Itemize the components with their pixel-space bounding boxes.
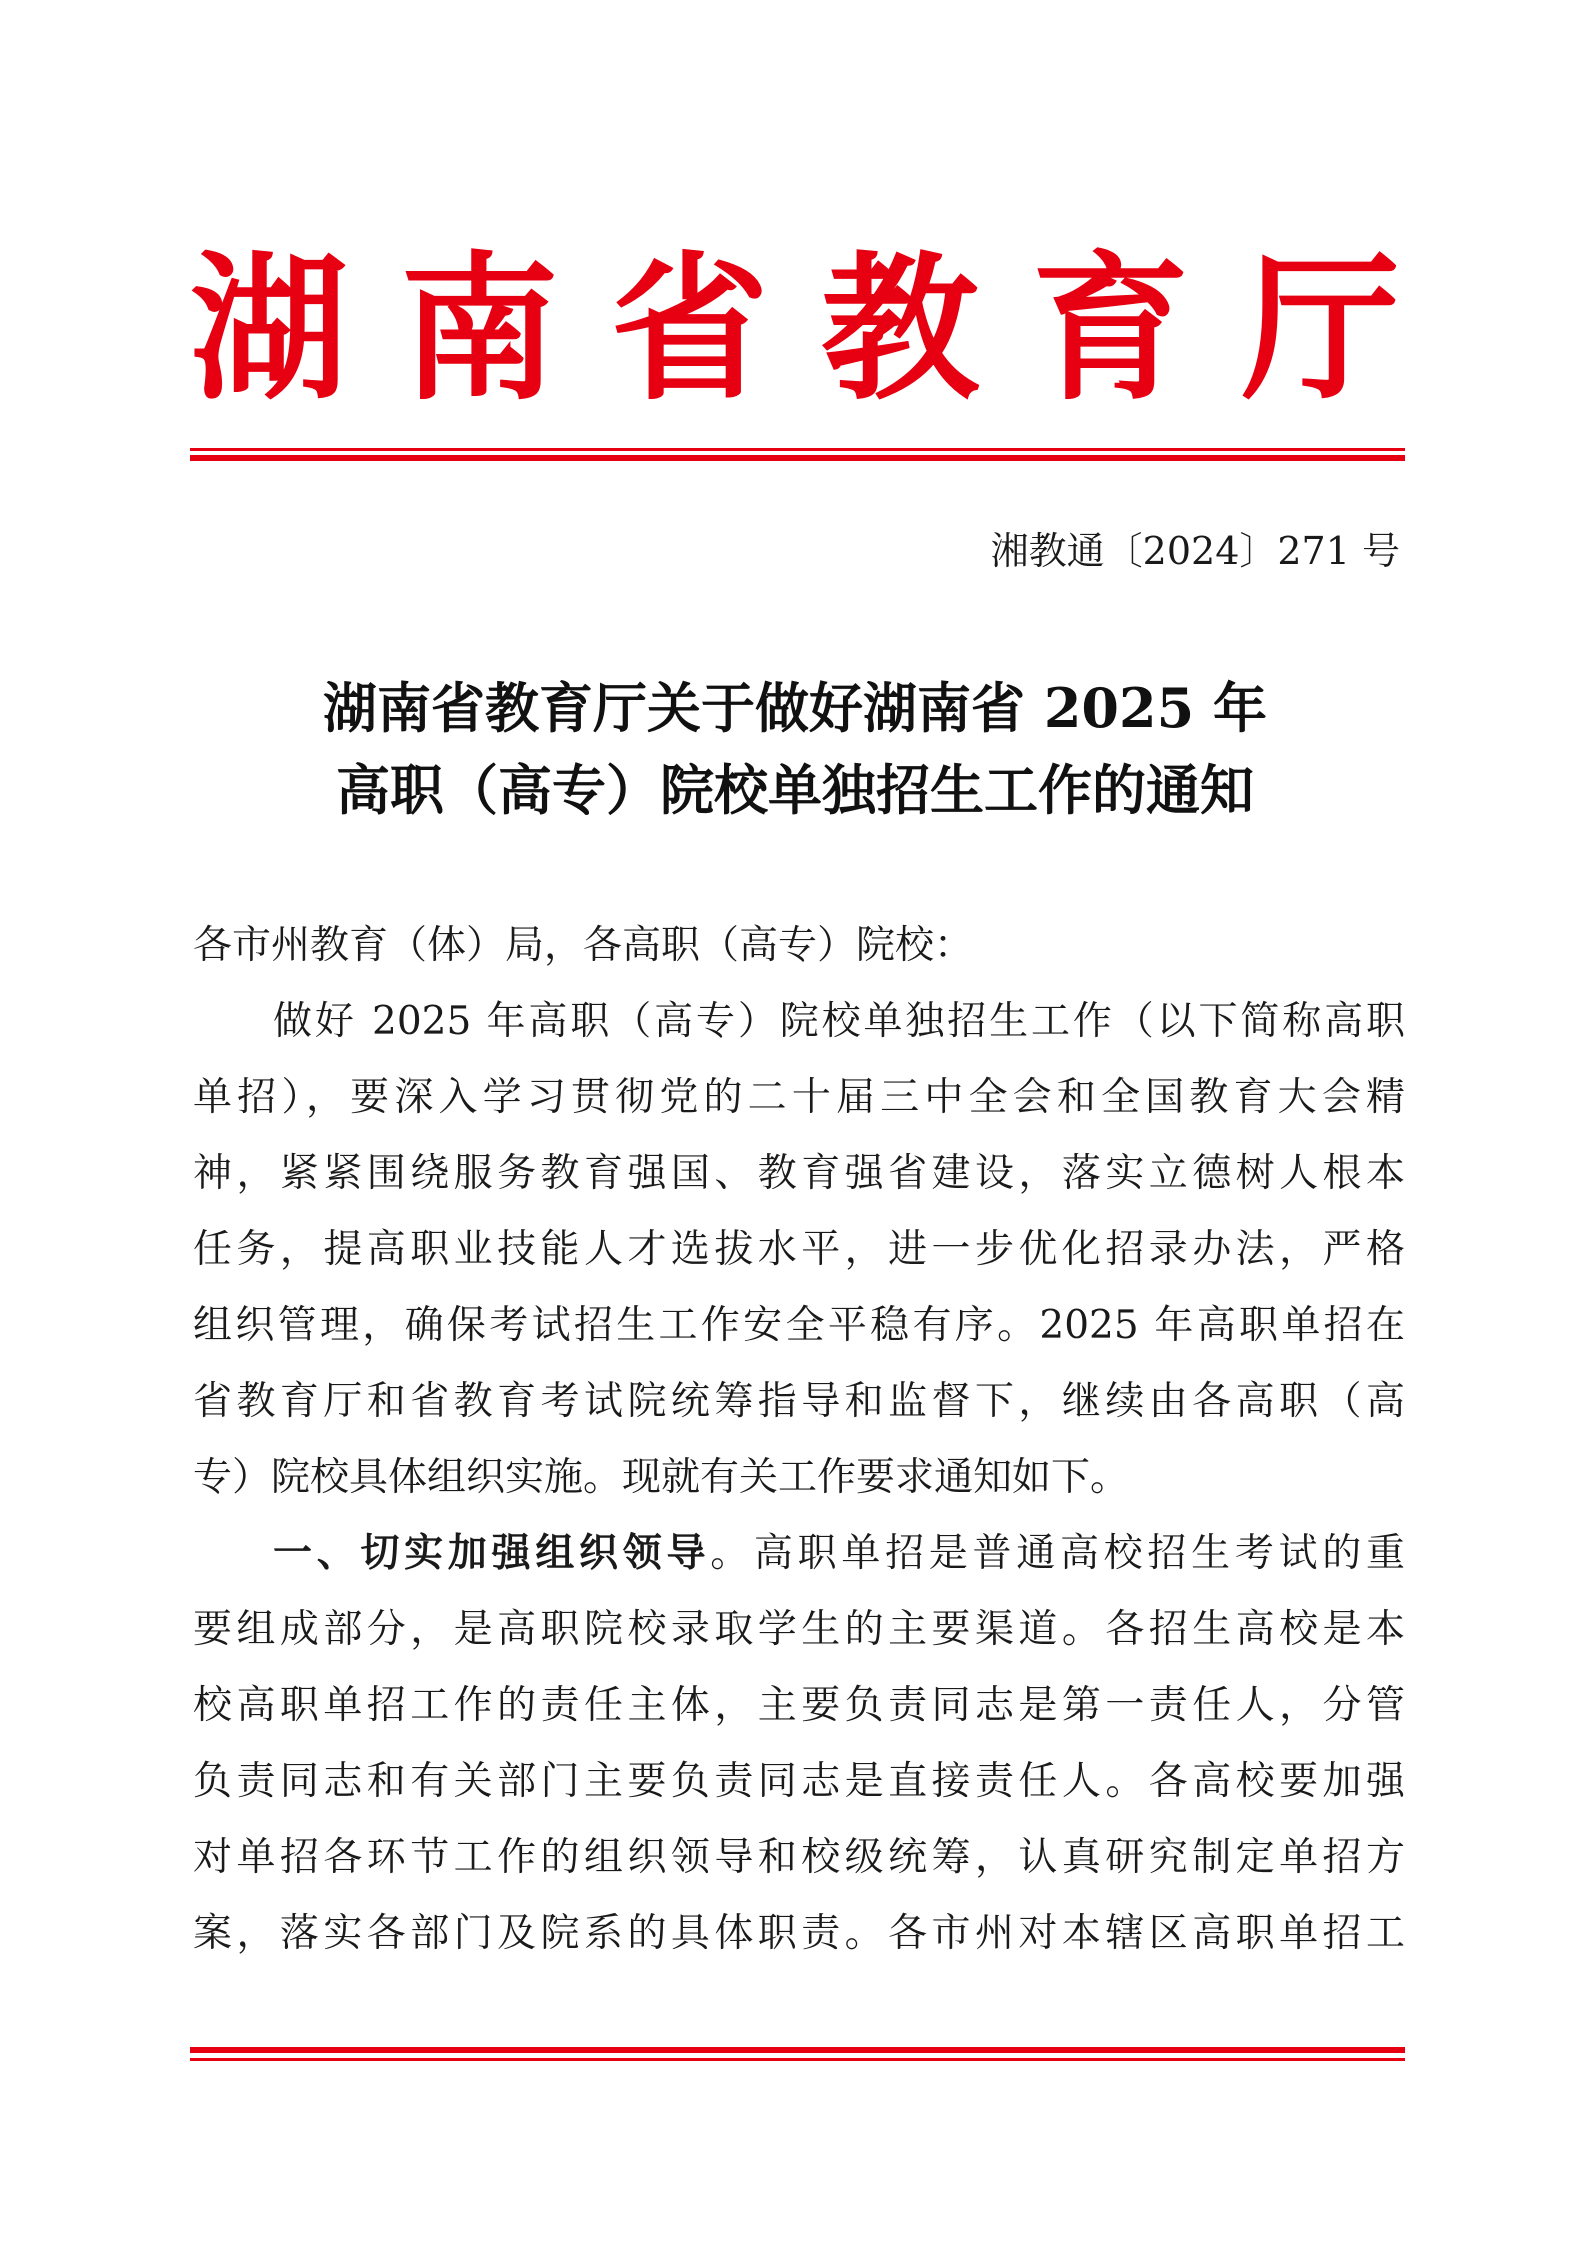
paragraph-line: 任务，提高职业技能人才选拔水平，进一步优化招录办法，严格 bbox=[193, 1227, 1405, 1272]
paragraph-line: 省教育厅和省教育考试院统筹指导和监督下，继续由各高职（高 bbox=[193, 1379, 1405, 1424]
paragraph-line: 案，落实各部门及院系的具体职责。各市州对本辖区高职单招工 bbox=[193, 1911, 1405, 1956]
masthead-char: 厅 bbox=[1241, 237, 1400, 422]
section-text: 。高职单招是普通高校招生考试的重 bbox=[710, 1531, 1405, 1576]
paragraph-line: 专）院校具体组织实施。现就有关工作要求通知如下。 bbox=[193, 1455, 1130, 1500]
paragraph-line: 单招），要深入学习贯彻党的二十届三中全会和全国教育大会精 bbox=[193, 1075, 1405, 1120]
masthead-char: 省 bbox=[610, 237, 769, 422]
document-title-line-2: 高职（高专）院校单独招生工作的通知 bbox=[336, 758, 1254, 822]
footer-divider-thick bbox=[190, 2047, 1405, 2053]
document-number: 湘教通〔2024〕271 号 bbox=[990, 529, 1400, 573]
section-heading: 一、切实加强组织领导 bbox=[273, 1531, 711, 1576]
document-title-line-1: 湖南省教育厅关于做好湖南省 2025 年 bbox=[323, 676, 1267, 740]
footer-divider-thin bbox=[190, 2058, 1405, 2061]
paragraph-line: 做好 2025 年高职（高专）院校单独招生工作（以下简称高职 bbox=[273, 999, 1405, 1044]
masthead-char: 南 bbox=[400, 237, 559, 422]
paragraph-line: 对单招各环节工作的组织领导和校级统筹，认真研究制定单招方 bbox=[193, 1835, 1405, 1880]
masthead-divider-thin bbox=[190, 448, 1405, 451]
salutation: 各市州教育（体）局，各高职（高专）院校： bbox=[193, 923, 974, 968]
section-1-first-line bbox=[193, 1526, 1405, 1582]
masthead-title bbox=[190, 237, 1400, 422]
paragraph-line: 校高职单招工作的责任主体，主要负责同志是第一责任人，分管 bbox=[193, 1683, 1405, 1728]
masthead-char: 湖 bbox=[190, 237, 348, 422]
paragraph-line: 负责同志和有关部门主要负责同志是直接责任人。各高校要加强 bbox=[193, 1759, 1405, 1804]
masthead-divider-thick bbox=[190, 455, 1405, 461]
paragraph-line: 要组成部分，是高职院校录取学生的主要渠道。各招生高校是本 bbox=[193, 1607, 1405, 1652]
masthead-char: 教 bbox=[821, 237, 980, 422]
masthead-char: 育 bbox=[1031, 237, 1190, 422]
paragraph-line: 组织管理，确保考试招生工作安全平稳有序。2025 年高职单招在 bbox=[193, 1303, 1405, 1348]
paragraph-line: 神，紧紧围绕服务教育强国、教育强省建设，落实立德树人根本 bbox=[193, 1151, 1405, 1196]
